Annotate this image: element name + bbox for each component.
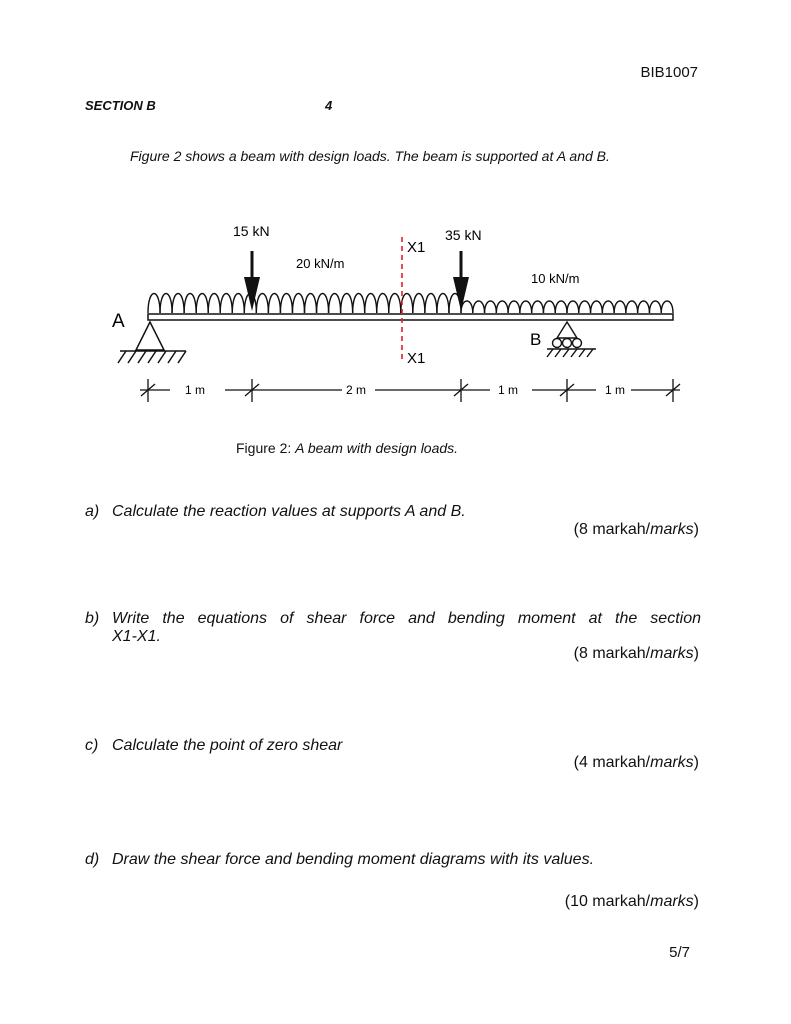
page-number: 5/7 <box>669 944 690 961</box>
marks-prefix: (4 markah/ <box>573 754 651 771</box>
udl-arc <box>389 294 401 314</box>
point-load-15-label: 15 kN <box>233 223 270 239</box>
support-b-label: B <box>530 330 542 349</box>
udl-arc <box>602 301 614 313</box>
udl-arc <box>232 294 244 314</box>
question-a-text: Calculate the reaction values at supports A and B. <box>112 503 466 520</box>
section-number: 4 <box>325 98 333 113</box>
udl-arc <box>220 294 232 314</box>
udl-arc <box>268 294 280 314</box>
udl-10-label: 10 kN/m <box>531 271 580 286</box>
udl-20-arcs <box>148 294 461 314</box>
udl-arc <box>543 301 555 313</box>
udl-arc <box>614 301 626 313</box>
support-b-roller <box>547 322 596 357</box>
udl-arc <box>626 301 638 313</box>
point-load-35-label: 35 kN <box>445 227 482 243</box>
intro-text: Figure 2 shows a beam with design loads. The beam is supported at A and B. <box>130 148 610 164</box>
question-d-text: Draw the shear force and bending moment diagrams with its values. <box>112 851 595 868</box>
question-a-label: a) <box>85 503 100 520</box>
udl-arc <box>305 294 317 314</box>
caption-prefix: Figure 2: <box>236 440 296 456</box>
question-d-label: d) <box>85 851 100 868</box>
udl-arc <box>508 301 520 313</box>
udl-arc <box>329 294 341 314</box>
marks-italic: marks <box>650 521 694 538</box>
question-d <box>85 851 701 869</box>
marks-prefix: (8 markah/ <box>573 521 651 538</box>
question-c <box>85 737 701 755</box>
udl-arc <box>184 294 196 314</box>
marks-suffix: ) <box>693 521 699 538</box>
question-b-text: Write the equations of shear force and bending moment at the section <box>112 610 701 627</box>
udl-arc <box>496 301 508 313</box>
udl-arc <box>579 301 591 313</box>
course-code: BIB1007 <box>640 64 698 81</box>
udl-arc <box>365 294 377 314</box>
figure-caption <box>236 440 458 456</box>
udl-arc <box>341 294 353 314</box>
section-heading: SECTION B <box>85 98 156 113</box>
span-label-4: 1 m <box>605 383 626 397</box>
udl-arc <box>160 294 172 314</box>
udl-arc <box>532 301 544 313</box>
question-b-label: b) <box>85 610 100 627</box>
udl-arc <box>377 294 389 314</box>
udl-arc <box>172 294 184 314</box>
udl-arc <box>555 301 567 313</box>
udl-arc <box>437 294 449 314</box>
point-load-35-arrow <box>453 251 469 311</box>
dimension-line <box>140 379 680 402</box>
caption-text: A beam with design loads. <box>295 440 459 456</box>
udl-arc <box>649 301 661 313</box>
marks-italic: marks <box>650 893 694 910</box>
question-a <box>85 503 701 521</box>
beam-figure <box>100 205 700 425</box>
udl-arc <box>591 301 603 313</box>
udl-arc <box>256 294 268 314</box>
udl-arc <box>520 301 532 313</box>
question-d-marks <box>565 893 699 911</box>
udl-arc <box>292 294 304 314</box>
udl-arc <box>567 301 579 313</box>
udl-arc <box>661 301 673 313</box>
udl-arc <box>317 294 329 314</box>
udl-arc <box>148 294 160 314</box>
marks-suffix: ) <box>693 893 699 910</box>
question-c-marks <box>574 754 699 772</box>
udl-10-arcs <box>461 301 673 313</box>
udl-arc <box>473 301 485 313</box>
udl-arc <box>485 301 497 313</box>
support-a-label: A <box>112 311 125 332</box>
support-a-pin <box>118 322 186 363</box>
section-label-bottom: X1 <box>407 350 426 367</box>
udl-arc <box>413 294 425 314</box>
udl-arc <box>208 294 220 314</box>
udl-arc <box>280 294 292 314</box>
span-label-1: 1 m <box>185 383 206 397</box>
marks-prefix: (8 markah/ <box>573 645 651 662</box>
span-label-3: 1 m <box>498 383 519 397</box>
question-b-marks <box>574 645 699 663</box>
question-b <box>85 610 701 646</box>
beam <box>148 314 673 320</box>
udl-arc <box>638 301 650 313</box>
marks-suffix: ) <box>693 645 699 662</box>
marks-suffix: ) <box>693 754 699 771</box>
section-label-top: X1 <box>407 239 426 256</box>
question-a-marks <box>574 521 699 539</box>
marks-prefix: (10 markah/ <box>564 893 651 910</box>
span-label-2: 2 m <box>346 383 367 397</box>
question-c-text: Calculate the point of zero shear <box>112 737 343 754</box>
question-c-label: c) <box>85 737 99 754</box>
udl-arc <box>196 294 208 314</box>
marks-italic: marks <box>650 645 694 662</box>
udl-arc <box>425 294 437 314</box>
marks-italic: marks <box>650 754 694 771</box>
question-b-text-line2: X1-X1. <box>112 628 161 645</box>
udl-20-label: 20 kN/m <box>296 256 345 271</box>
udl-arc <box>353 294 365 314</box>
